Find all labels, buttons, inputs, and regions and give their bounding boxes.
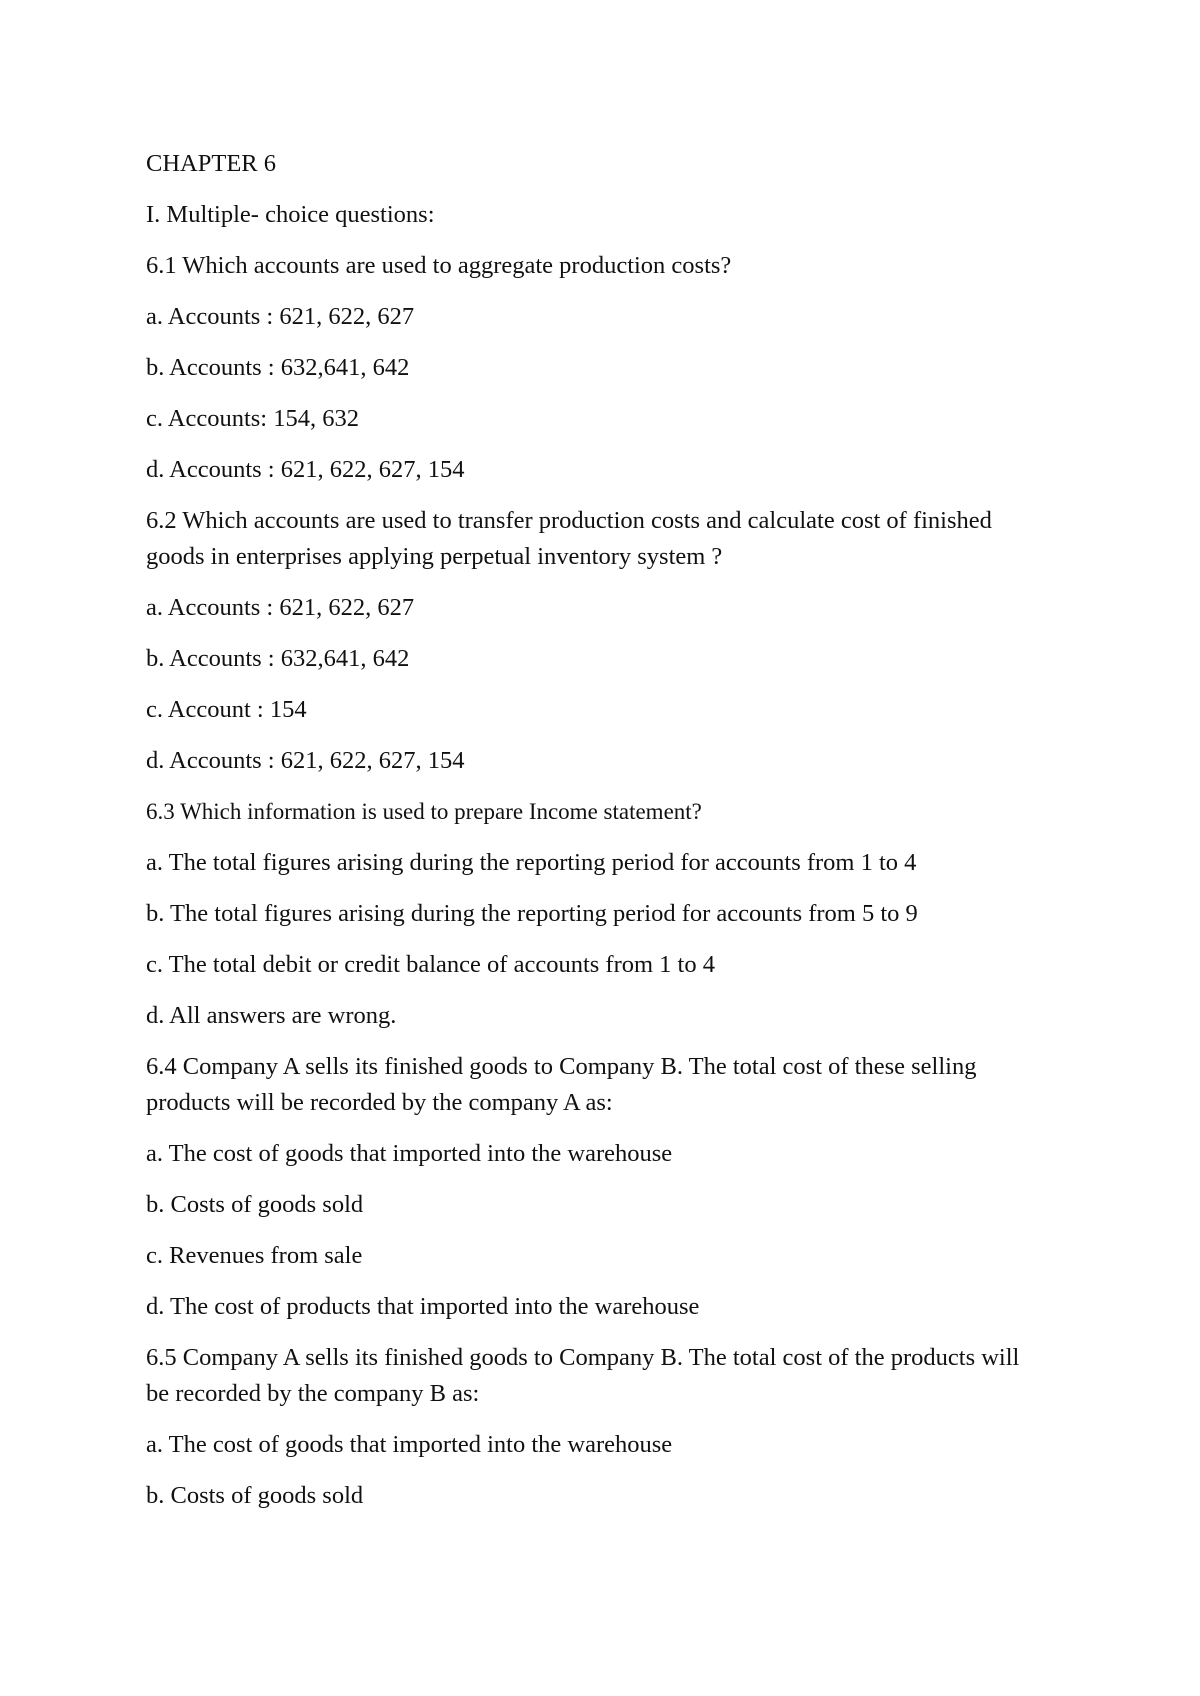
answer-option: c. Account : 154: [146, 696, 307, 723]
answer-option: a. The cost of goods that imported into the warehouse: [146, 1140, 673, 1167]
question-text: 6.1 Which accounts are used to aggregate production costs?: [146, 252, 732, 279]
answer-option: a. Accounts : 621, 622, 627: [146, 594, 415, 621]
answer-option: b. Accounts : 632,641, 642: [146, 645, 410, 672]
answer-option: d. Accounts : 621, 622, 627, 154: [146, 456, 465, 483]
answer-option: d. Accounts : 621, 622, 627, 154: [146, 747, 465, 774]
answer-option: d. All answers are wrong.: [146, 1002, 397, 1029]
answer-option: c. Revenues from sale: [146, 1242, 363, 1269]
chapter-heading: CHAPTER 6: [146, 150, 277, 177]
question-text: 6.4 Company A sells its finished goods to Company B. The total cost of these selling products will be recorded by the company A as:: [146, 1053, 977, 1116]
question-text: 6.5 Company A sells its finished goods to Company B. The total cost of the products will be recorded by the company B as:: [146, 1344, 1020, 1407]
answer-option: b. Costs of goods sold: [146, 1482, 364, 1509]
document-content: [146, 146, 1046, 1529]
answer-option: a. Accounts : 621, 622, 627: [146, 303, 415, 330]
answer-option: d. The cost of products that imported into the warehouse: [146, 1293, 700, 1320]
answer-option: b. Costs of goods sold: [146, 1191, 364, 1218]
answer-option: b. The total figures arising during the reporting period for accounts from 5 to 9: [146, 900, 918, 927]
answer-option: a. The cost of goods that imported into the warehouse: [146, 1431, 673, 1458]
answer-option: a. The total figures arising during the reporting period for accounts from 1 to 4: [146, 849, 917, 876]
answer-option: b. Accounts : 632,641, 642: [146, 354, 410, 381]
section-heading: I. Multiple- choice questions:: [146, 201, 435, 228]
answer-option: c. Accounts: 154, 632: [146, 405, 359, 432]
question-text: 6.3 Which information is used to prepare Income statement?: [146, 799, 702, 824]
answer-option: c. The total debit or credit balance of accounts from 1 to 4: [146, 951, 715, 978]
question-text: 6.2 Which accounts are used to transfer production costs and calculate cost of finished goods in enterprises applying perpetual inventory system ?: [146, 507, 992, 570]
